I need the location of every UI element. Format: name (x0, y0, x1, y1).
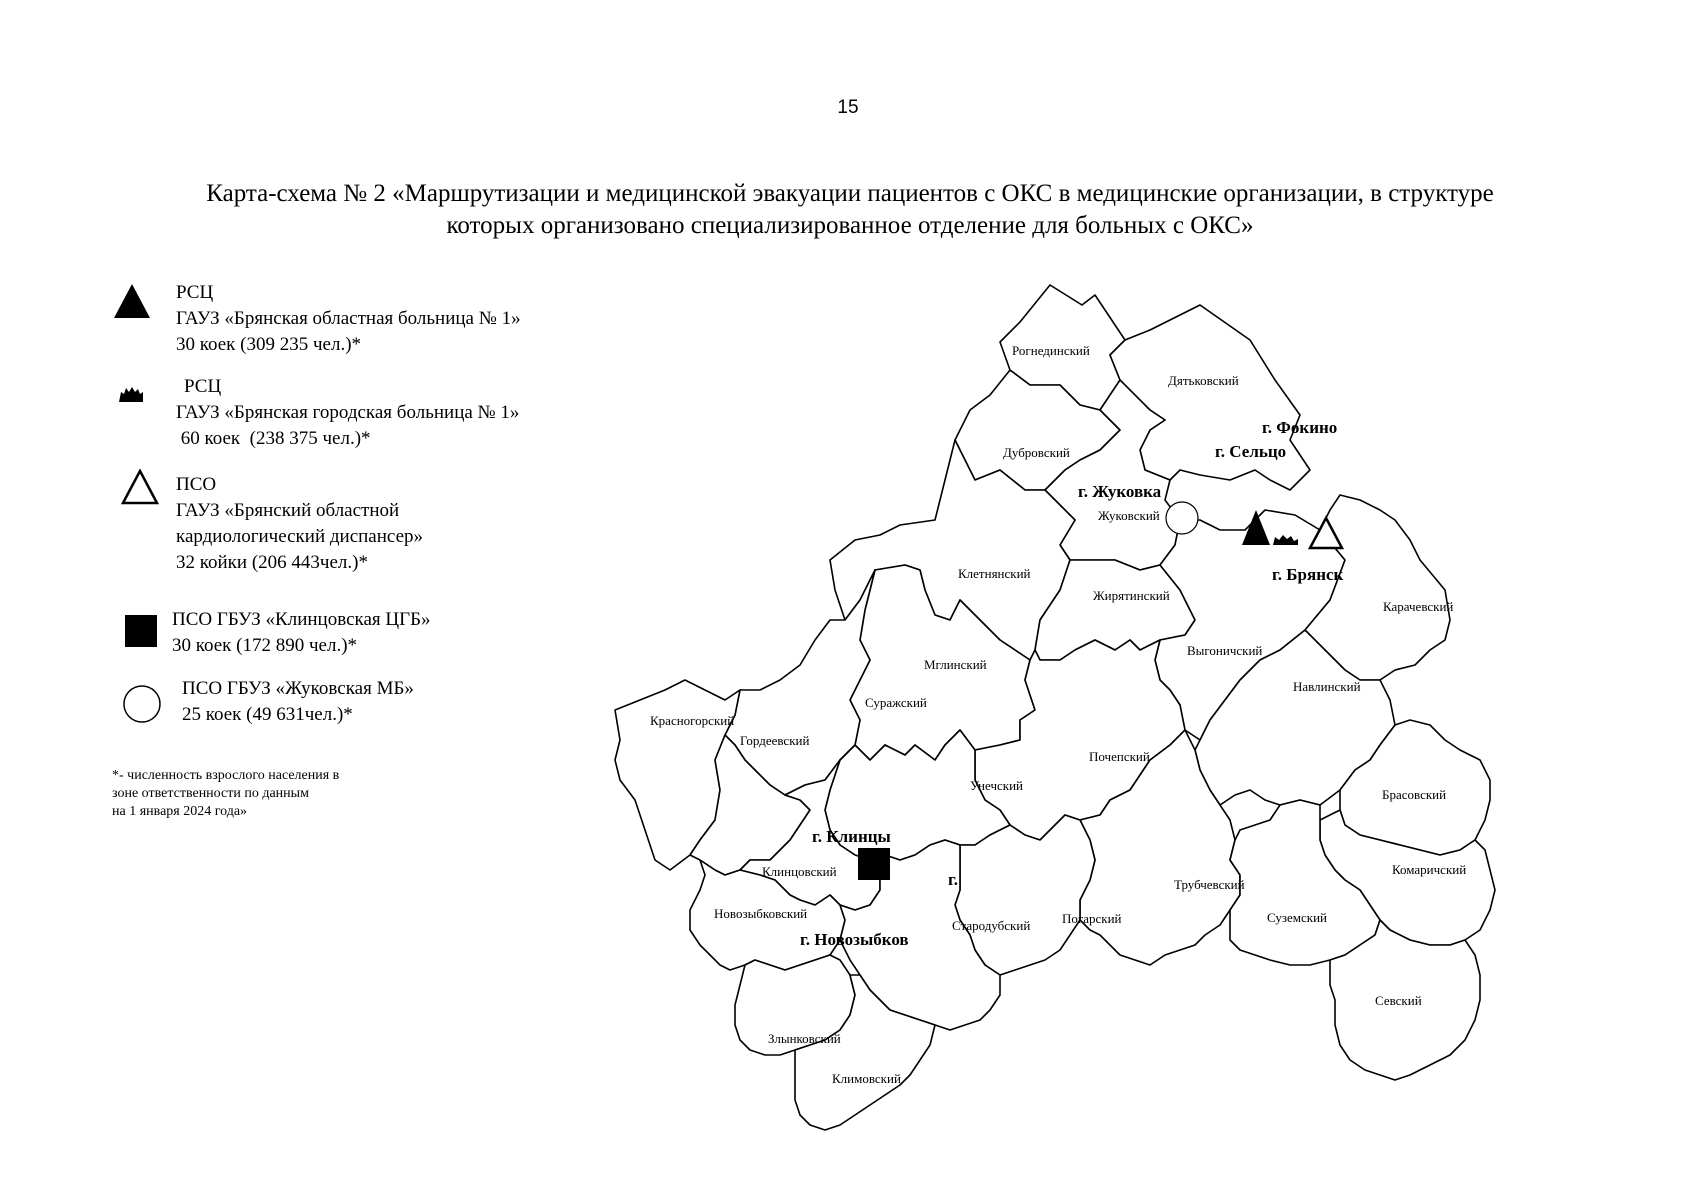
district-label: Трубчевский (1174, 877, 1245, 892)
page-number: 15 (837, 97, 859, 118)
district-outlines (615, 285, 1495, 1130)
district-label: Суражский (865, 695, 927, 710)
district-label: Севский (1375, 993, 1422, 1008)
district-label: Унечский (970, 778, 1024, 793)
city-label: г. Фокино (1262, 418, 1338, 437)
legend-line: 30 коек (172 890 чел.)* (172, 635, 358, 656)
footnote-line: зоне ответственности по данным (112, 786, 309, 801)
legend-line: 60 коек (238 375 чел.)* (176, 428, 371, 449)
district-label: Навлинский (1293, 679, 1361, 694)
legend-line: ГАУЗ «Брянская областная больница № 1» (176, 308, 521, 329)
legend-line: 32 койки (206 443чел.)* (176, 552, 368, 573)
district-label: Жирятинский (1093, 588, 1170, 603)
district-label: Суземский (1267, 910, 1327, 925)
city-label: г. Брянск (1272, 565, 1344, 584)
district-label: Погарский (1062, 911, 1122, 926)
legend-line: ПСО ГБУЗ «Жуковская МБ» (182, 678, 414, 699)
legend-line: ПСО ГБУЗ «Клинцовская ЦГБ» (172, 609, 431, 630)
district-label: Мглинский (924, 657, 987, 672)
legend-line: РСЦ (184, 376, 222, 397)
district-label: Карачевский (1383, 599, 1454, 614)
district-label: Клетнянский (958, 566, 1031, 581)
zhukovka-mb-marker-icon (1166, 502, 1198, 534)
city-label: г. Клинцы (812, 827, 891, 846)
legend-line: ПСО (176, 474, 217, 495)
district-label: Комаричский (1392, 862, 1467, 877)
legend-line: кардиологический диспансер» (176, 526, 423, 547)
city-label: г. Жуковка (1078, 482, 1162, 501)
footnote-line: на 1 января 2024 года» (112, 804, 248, 819)
legend-line: РСЦ (176, 282, 214, 303)
legend-line: ГАУЗ «Брянская городская больница № 1» (176, 402, 520, 423)
district-label: Злынковский (768, 1031, 841, 1046)
district-label: Выгоничский (1187, 643, 1263, 658)
footnote-line: *- численность взрослого населения в (112, 768, 340, 783)
district-label: Брасовский (1382, 787, 1447, 802)
city-label: г. Сельцо (1215, 442, 1287, 461)
district-label: Дубровский (1003, 445, 1070, 460)
legend-line: 25 коек (49 631чел.)* (182, 704, 353, 725)
legend-line: 30 коек (309 235 чел.)* (176, 334, 362, 355)
title-line: Карта-схема № 2 «Маршрутизации и медицинской эвакуации пациентов с ОКС в медицинские организации, в структуре (206, 180, 1494, 207)
title-line: которых организовано специализированное отделение для больных с ОКС» (446, 212, 1254, 239)
district-label: Почепский (1089, 749, 1150, 764)
district-label: Гордеевский (740, 733, 810, 748)
district-label: Рогнединский (1012, 343, 1090, 358)
district-label: Новозыбковский (714, 906, 808, 921)
district-label: Климовский (832, 1071, 901, 1086)
legend-line: ГАУЗ «Брянский областной (176, 500, 400, 521)
district-label: Жуковский (1098, 508, 1160, 523)
district-label: Стародубский (952, 918, 1031, 933)
district-label: Дятьковский (1168, 373, 1239, 388)
city-label: г. (948, 870, 959, 889)
district-label: Клинцовский (762, 864, 837, 879)
district-label: Красногорский (650, 713, 735, 728)
city-label: г. Новозыбков (800, 930, 909, 949)
klintsy-cgb-marker-icon (858, 848, 890, 880)
